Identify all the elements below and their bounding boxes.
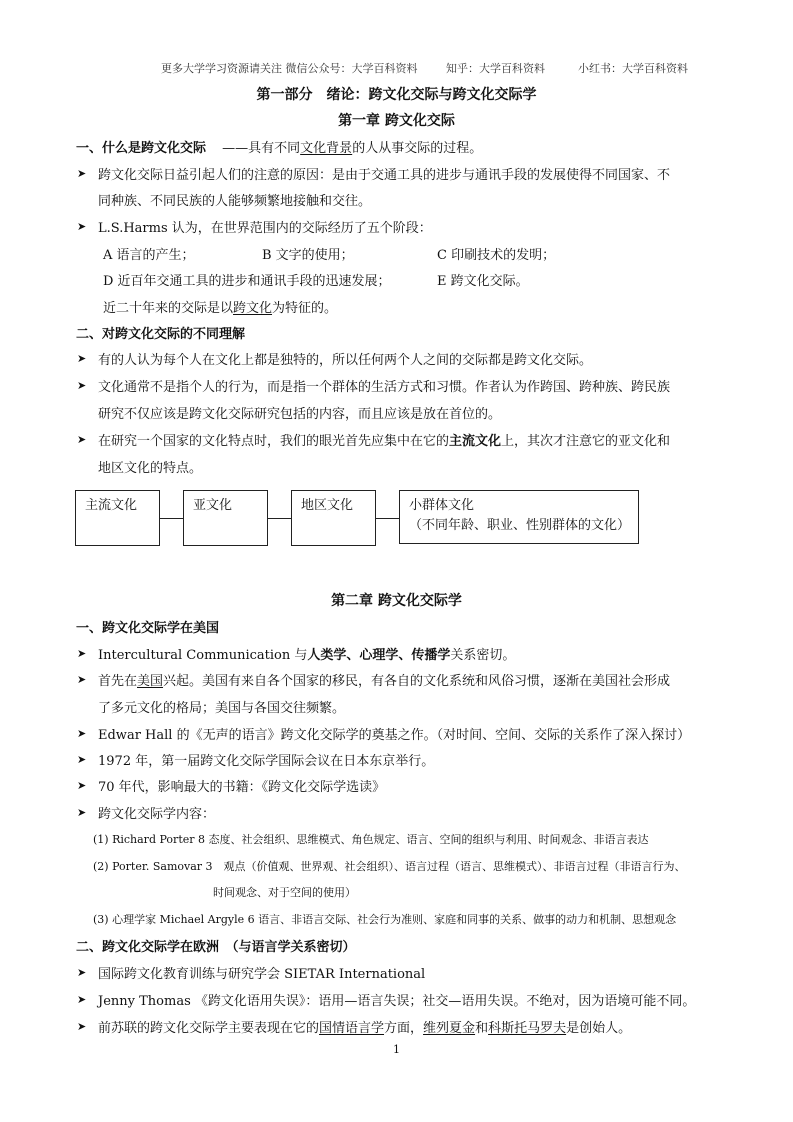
section1-dash: ——具有不同 (222, 141, 301, 156)
arrow-bullet-icon: ➤ (77, 806, 87, 819)
content-samovar-line1: (2) Porter. Samovar 3 观点（价值观、世界观、社会组织）、语言过程（语言、思维模式）、非语言过程（非语言行为、 (93, 860, 686, 873)
page-number: 1 (393, 1043, 400, 1056)
usa-post: 兴起。美国有来自各个国家的移民，有各自的文化系统和风俗习惯，逐渐在美国社会形成 (163, 674, 671, 689)
box-small-group-culture (399, 490, 639, 544)
stage-c: C 印刷技术的发明； (437, 248, 556, 263)
recent-underline: 跨文化 (233, 301, 273, 316)
europe-thomas: Jenny Thomas 《跨文化语用失误》：语用—语言失误；社交—语用失误。不绝对，因为语境可能不同。 (98, 994, 696, 1009)
recent-pre: 近二十年来的交际是以 (103, 301, 234, 316)
header-zhihu: 知乎：大学百科资料 (446, 62, 545, 75)
content-argyle: (3) 心理学家 Michael Argyle 6 语言、非语言交际、社会行为准则、家庭和同事的关系、做事的动力和机制、思想观念 (93, 913, 677, 926)
soviet-mid2: 和 (475, 1021, 489, 1036)
europe-soviet (98, 1017, 631, 1036)
stage-b: B 文字的使用； (262, 248, 354, 263)
box-subculture (183, 490, 268, 546)
ic-pre: Intercultural Communication 与 (98, 648, 308, 663)
section1-head-text: 一、什么是跨文化交际 (76, 141, 207, 156)
header-wechat: 更多大学学习资源请关注 微信公众号：大学百科资料 (161, 62, 418, 75)
bullet-harms: L.S.Harms 认为，在世界范围内的交际经历了五个阶段： (98, 221, 432, 236)
arrow-bullet-icon: ➤ (77, 379, 87, 392)
box-regional-culture (291, 490, 376, 546)
soviet-pre: 前苏联的跨文化交际学主要表现在它的 (98, 1021, 320, 1036)
box-regional-label: 地区文化 (301, 498, 354, 513)
arrow-bullet-icon: ➤ (77, 647, 87, 660)
section1-tail: 的人从事交际的过程。 (352, 141, 483, 156)
content-porter: (1) Richard Porter 8 态度、社会组织、思维模式、角色规定、语言、空间的组织与利用、时间观念、非语言表达 (93, 833, 649, 846)
ch2-item-hall: Edwar Hall 的《无声的语言》跨文化交际学的奠基之作。（对时间、空间、交际的关系作了深入探讨） (98, 728, 691, 743)
bullet-reason-line1: 跨文化交际日益引起人们的注意的原因：是由于交通工具的进步与通讯手段的发展使得不同国家、不 (98, 168, 671, 183)
arrow-bullet-icon: ➤ (77, 993, 87, 1006)
arrow-bullet-icon: ➤ (77, 1020, 87, 1033)
ch2-item-1972: 1972 年，第一届跨文化交际学国际会议在日本东京举行。 (98, 754, 435, 769)
arrow-bullet-icon: ➤ (77, 753, 87, 766)
usa-underline: 美国 (137, 674, 164, 689)
u3-post: 上，其次才注意它的亚文化和 (501, 434, 671, 449)
recent-line (103, 297, 337, 316)
part-title: 第一部分 绪论：跨文化交际与跨文化交际学 (256, 87, 537, 103)
arrow-bullet-icon: ➤ (77, 673, 87, 686)
europe-sietar: 国际跨文化教育训练与研究学会 SIETAR International (98, 967, 426, 982)
recent-post: 为特征的。 (272, 301, 338, 316)
bullet-reason-line2: 同种族、不同民族的人能够频繁地接触和交往。 (98, 194, 372, 209)
box-small-group-note: （不同年龄、职业、性别群体的文化） (409, 518, 631, 533)
box-subculture-label: 亚文化 (193, 498, 233, 513)
stage-a: A 语言的产生； (103, 248, 195, 263)
arrow-bullet-icon: ➤ (77, 433, 87, 446)
ch2-section2-heading: 二、跨文化交际学在欧洲 （与语言学关系密切） (76, 940, 356, 955)
header-xiaohongshu: 小红书：大学百科资料 (578, 62, 688, 75)
arrow-bullet-icon: ➤ (77, 220, 87, 233)
ch2-item-intercultural (98, 644, 515, 663)
understanding-2-line1: 文化通常不是指个人的行为，而是指一个群体的生活方式和习惯。作者认为作跨国、跨种族、跨民族 (98, 380, 671, 395)
ch2-section1-heading: 一、跨文化交际学在美国 (76, 621, 220, 636)
arrow-bullet-icon: ➤ (77, 966, 87, 979)
soviet-mid1: 方面， (384, 1021, 424, 1036)
section1-heading (76, 137, 482, 156)
soviet-post: 是创始人。 (566, 1021, 632, 1036)
section2-heading: 二、对跨文化交际的不同理解 (76, 327, 246, 342)
culture-background: 文化背景 (300, 141, 353, 156)
ch2-item-usa-line1 (98, 670, 670, 689)
connector-line (160, 518, 183, 519)
content-samovar-line2: 时间观念、对于空间的使用） (213, 886, 356, 899)
understanding-3-line1 (98, 430, 670, 449)
ch2-item-usa-line2: 了多元文化的格局；美国与各国交往频繁。 (98, 701, 346, 716)
stage-e: E 跨文化交际。 (437, 274, 529, 289)
box-small-group-label: 小群体文化 (409, 498, 475, 513)
soviet-u1: 国情语言学 (319, 1021, 385, 1036)
ic-post: 关系密切。 (450, 648, 516, 663)
u3-pre: 在研究一个国家的文化特点时，我们的眼光首先应集中在它的 (98, 434, 450, 449)
ch2-item-70s: 70 年代，影响最大的书籍：《跨文化交际学选读》 (98, 780, 386, 795)
arrow-bullet-icon: ➤ (77, 352, 87, 365)
understanding-1: 有的人认为每个人在文化上都是独特的，所以任何两个人之间的交际都是跨文化交际。 (98, 353, 593, 368)
arrow-bullet-icon: ➤ (77, 727, 87, 740)
box-mainstream-culture (75, 490, 160, 546)
box-mainstream-label: 主流文化 (85, 498, 138, 513)
stage-d: D 近百年交通工具的进步和通讯手段的迅速发展； (103, 274, 391, 289)
arrow-bullet-icon: ➤ (77, 779, 87, 792)
soviet-u3: 科斯托马罗夫 (488, 1021, 567, 1036)
mainstream-culture: 主流文化 (449, 434, 502, 449)
chapter1-title: 第一章 跨文化交际 (338, 113, 455, 129)
connector-line (268, 518, 291, 519)
arrow-bullet-icon: ➤ (77, 167, 87, 180)
connector-line (376, 518, 399, 519)
ch2-item-contents: 跨文化交际学内容： (98, 807, 216, 822)
soviet-u2: 维列夏金 (423, 1021, 476, 1036)
understanding-2-line2: 研究不仅应该是跨文化交际研究包括的内容，而且应该是放在首位的。 (98, 407, 502, 422)
understanding-3-line2: 地区文化的特点。 (98, 461, 203, 476)
usa-pre: 首先在 (98, 674, 138, 689)
chapter2-title: 第二章 跨文化交际学 (331, 593, 462, 609)
ic-disciplines: 人类学、心理学、传播学 (307, 648, 451, 663)
